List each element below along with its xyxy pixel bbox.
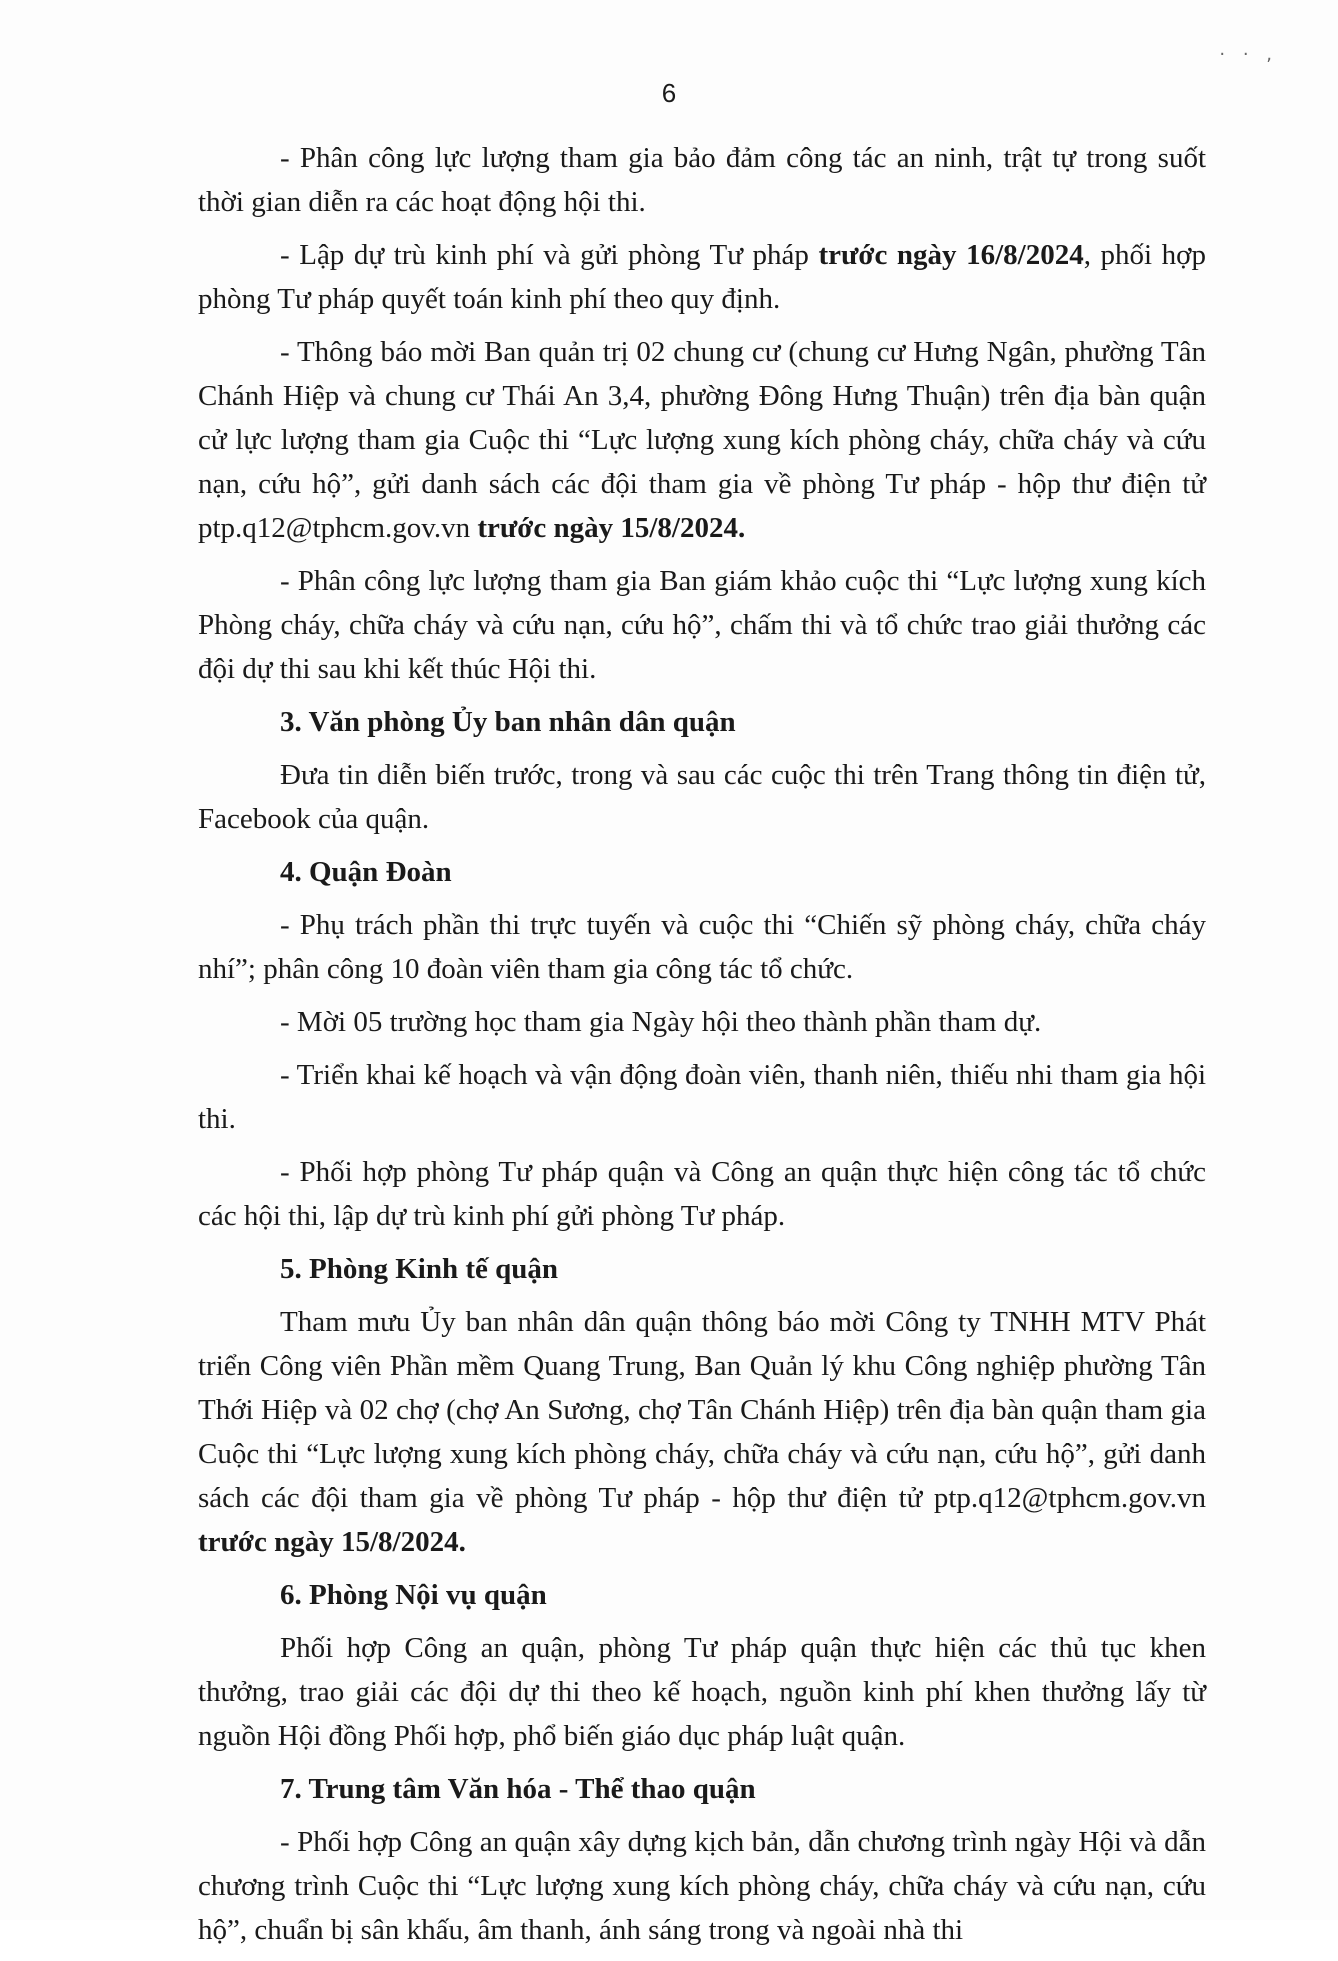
paragraph-text: - Lập dự trù kinh phí và gửi phòng Tư pháp	[280, 239, 819, 271]
section-heading: 3. Văn phòng Ủy ban nhân dân quận	[280, 706, 736, 738]
paragraph: - Triển khai kế hoạch và vận động đoàn viên, thanh niên, thiếu nhi tham gia hội thi.	[198, 1059, 1206, 1135]
scan-specks: · · ,	[1219, 44, 1278, 65]
paragraph: - Mời 05 trường học tham gia Ngày hội theo thành phần tham dự.	[280, 1006, 1042, 1038]
deadline-text: trước ngày 15/8/2024.	[477, 512, 746, 544]
document-body	[198, 136, 1206, 1961]
page-number: 6	[661, 78, 677, 108]
paragraph	[198, 330, 1206, 550]
paragraph: - Phân công lực lượng tham gia Ban giám khảo cuộc thi “Lực lượng xung kích Phòng cháy, chữa cháy và cứu nạn, cứu hộ”, chấm thi và tổ chức trao giải thưởng các đội dự thi sau khi kết thúc Hội thi.	[198, 565, 1206, 685]
section-heading: 5. Phòng Kinh tế quận	[280, 1253, 559, 1285]
paragraph: - Phân công lực lượng tham gia bảo đảm công tác an ninh, trật tự trong suốt thời gian diễn ra các hoạt động hội thi.	[198, 142, 1206, 218]
paragraph-text: Tham mưu Ủy ban nhân dân quận thông báo mời Công ty TNHH MTV Phát triển Công viên Phần mềm Quang Trung, Ban Quản lý khu Công nghiệp phường Tân Thới Hiệp và 02 chợ (chợ An Sương, chợ Tân Chánh Hiệp) trên địa bàn quận tham gia Cuộc thi “Lực lượng xung kích phòng cháy, chữa cháy và cứu nạn, cứu hộ”, gửi danh sách các đội tham gia về phòng Tư pháp - hộp thư điện tử ptp.q12@tphcm.gov.vn	[198, 1306, 1206, 1514]
section-heading: 6. Phòng Nội vụ quận	[280, 1579, 547, 1611]
paragraph	[198, 233, 1206, 321]
section-heading: 4. Quận Đoàn	[280, 856, 452, 888]
deadline-text: trước ngày 15/8/2024.	[198, 1526, 466, 1558]
paragraph: - Phối hợp phòng Tư pháp quận và Công an quận thực hiện công tác tổ chức các hội thi, lập dự trù kinh phí gửi phòng Tư pháp.	[198, 1156, 1206, 1232]
section-heading: 7. Trung tâm Văn hóa - Thể thao quận	[280, 1773, 756, 1805]
paragraph	[198, 1300, 1206, 1564]
paragraph: Đưa tin diễn biến trước, trong và sau các cuộc thi trên Trang thông tin điện tử, Facebook của quận.	[198, 759, 1206, 835]
paragraph: - Phụ trách phần thi trực tuyến và cuộc thi “Chiến sỹ phòng cháy, chữa cháy nhí”; phân công 10 đoàn viên tham gia công tác tổ chức.	[198, 909, 1206, 985]
deadline-text: trước ngày 16/8/2024	[818, 239, 1084, 271]
paragraph-text: , phối hợp phòng Tư pháp quyết toán kinh phí theo quy định.	[198, 239, 1206, 315]
paragraph-text: - Thông báo mời Ban quản trị 02 chung cư (chung cư Hưng Ngân, phường Tân Chánh Hiệp và chung cư Thái An 3,4, phường Đông Hưng Thuận) trên địa bàn quận cử lực lượng tham gia Cuộc thi “Lực lượng xung kích phòng cháy, chữa cháy và cứu nạn, cứu hộ”, gửi danh sách các đội tham gia về phòng Tư pháp - hộp thư điện tử ptp.q12@tphcm.gov.vn	[198, 336, 1206, 544]
paragraph: - Phối hợp Công an quận xây dựng kịch bản, dẫn chương trình ngày Hội và dẫn chương trình Cuộc thi “Lực lượng xung kích phòng cháy, chữa cháy và cứu nạn, cứu hộ”, chuẩn bị sân khấu, âm thanh, ánh sáng trong và ngoài nhà thi	[198, 1826, 1206, 1946]
paragraph: Phối hợp Công an quận, phòng Tư pháp quận thực hiện các thủ tục khen thưởng, trao giải các đội dự thi theo kế hoạch, nguồn kinh phí khen thưởng lấy từ nguồn Hội đồng Phối hợp, phổ biến giáo dục pháp luật quận.	[198, 1632, 1206, 1752]
